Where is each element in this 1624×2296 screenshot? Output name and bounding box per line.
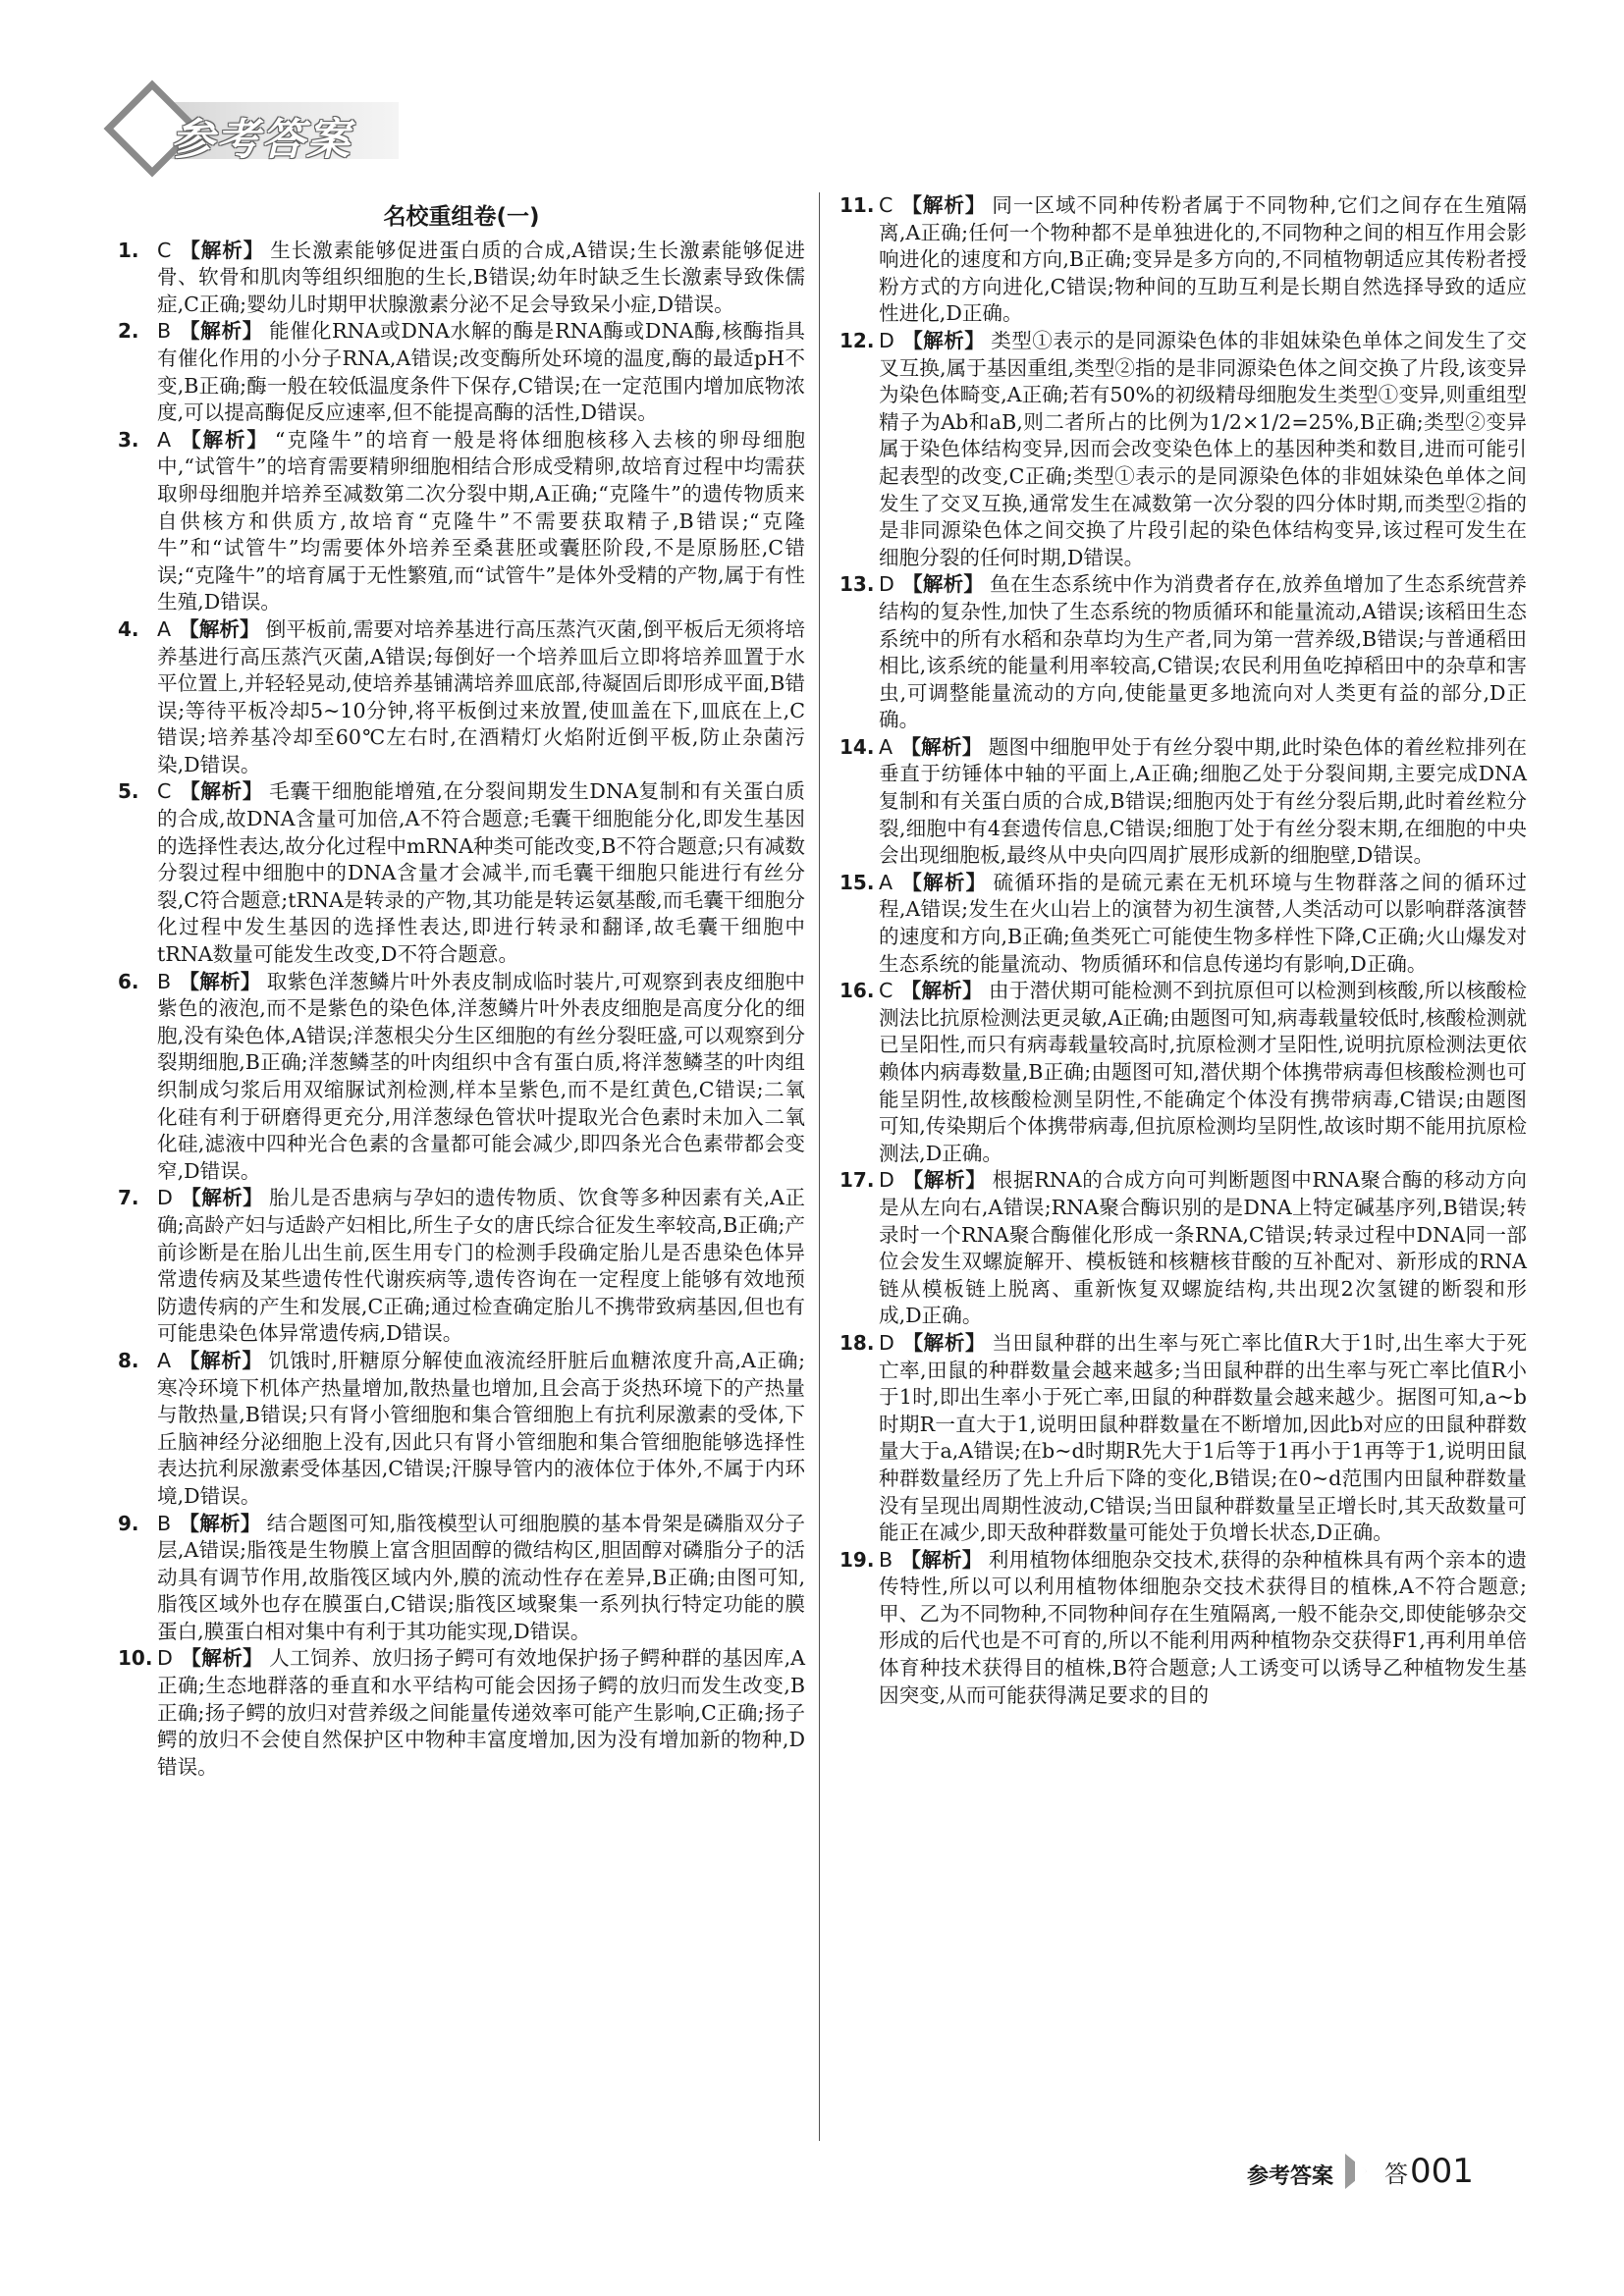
analysis-text: 根据RNA的合成方向可判断题图中RNA聚合酶的移动方向是从左向右,A错误;RNA聚合酶识别的是DNA上特定碱基序列,B错误;转录时一个RNA聚合酶催化形成一条RNA,C错误;转录过程中DNA同一部位会发生双螺旋解开、模板链和核糖核苷酸的互补配对、新形成的RNA链从模板链上脱离、重新恢复双螺旋结构,共出现2次氢键的断裂和形成,D正确。 [879, 1168, 1528, 1328]
answer-choice: D [157, 1646, 173, 1671]
chevron-inner-icon [1355, 2161, 1367, 2182]
analysis-tag: 【解析】 [179, 969, 261, 993]
answer-number: 14. [839, 734, 875, 759]
answer-item [118, 1185, 805, 1348]
page-number [1384, 2152, 1474, 2191]
analysis-tag: 【解析】 [179, 779, 264, 804]
answer-number: 4. [118, 616, 139, 641]
analysis-text: 硫循环指的是硫元素在无机环境与生物群落之间的循环过程,A错误;发生在火山岩上的演替为初生演替,人类活动可以影响群落演替的速度和方向,B正确;鱼类死亡可能使生物多样性下降,C正确;火山爆发对生态系统的能量流动、物质循环和信息传递均有影响,D正确。 [879, 870, 1528, 976]
analysis-text: 题图中细胞甲处于有丝分裂中期,此时染色体的着丝粒排列在垂直于纺锤体中轴的平面上,A正确;细胞乙处于分裂间期,主要完成DNA复制和有关蛋白质的合成,B错误;细胞丙处于有丝分裂后期,此时着丝粒分裂,细胞中有4套遗传信息,C错误;细胞丁处于有丝分裂末期,在细胞的中央会出现细胞板,最终从中央向四周扩展形成新的细胞壁,D错误。 [879, 734, 1527, 868]
analysis-text: 能催化RNA或DNA水解的酶是RNA酶或DNA酶,核酶指具有催化作用的小分子RNA,A错误;改变酶所处环境的温度,酶的最适pH不变,B正确;酶一般在较低温度条件下保存,C错误;在一定范围内增加底物浓度,可以提高酶促反应速率,但不能提高酶的活性,D错误。 [157, 319, 806, 425]
answer-choice: A [157, 1348, 172, 1372]
answer-number: 2. [118, 319, 139, 344]
answer-choice: A [157, 427, 172, 452]
analysis-text: 当田鼠种群的出生率与死亡率比值R大于1时,出生率大于死亡率,田鼠的种群数量会越来越多;当田鼠种群的出生率与死亡率比值R小于1时,即出生率小于死亡率,田鼠的种群数量会越来越少。据图可知,a~b时期R一直大于1,说明田鼠种群数量在不断增加,因此b对应的田鼠种群数量大于a,A错误;在b~d时期R先大于1后等于1再小于1再等于1,说明田鼠种群数量经历了先上升后下降的变化,B错误;在0~d范围内田鼠种群数量没有呈现出周期性波动,C错误;当田鼠种群数量呈正增长时,其天敌数量可能正在减少,即天敌种群数量可能处于负增长状态,D正确。 [879, 1330, 1528, 1545]
answer-item [118, 238, 805, 319]
answer-number: 16. [839, 979, 875, 1003]
analysis-tag: 【解析】 [901, 1330, 987, 1355]
answer-choice: B [157, 319, 172, 344]
answer-item [839, 1330, 1527, 1547]
left-column [118, 192, 805, 1781]
answer-choice: D [879, 1168, 894, 1193]
footer-label: 参考答案 [1247, 2164, 1334, 2189]
answer-choice: C [157, 779, 172, 804]
answer-choice: D [879, 328, 894, 352]
answer-item [839, 1547, 1527, 1710]
analysis-tag: 【解析】 [900, 1547, 983, 1572]
analysis-tag: 【解析】 [180, 1646, 264, 1671]
answer-number: 19. [839, 1547, 875, 1572]
answer-choice: A [879, 734, 893, 759]
answer-item [839, 870, 1527, 978]
analysis-text: 倒平板前,需要对培养基进行高压蒸汽灭菌,倒平板后无须将培养基进行高压蒸汽灭菌,A错误;每倒好一个培养皿后立即将培养皿置于水平位置上,并轻轻晃动,使培养基铺满培养皿底部,待凝固后即形成平面,B错误;等待平板冷却5~10分钟,将平板倒过来放置,使皿盖在下,皿底在上,C错误;培养基冷却至60℃左右时,在酒精灯火焰附近倒平板,防止杂菌污染,D错误。 [157, 616, 805, 776]
answer-number: 3. [118, 427, 139, 452]
answer-choice: D [157, 1186, 173, 1210]
answer-number: 15. [839, 870, 875, 894]
answer-item [839, 192, 1527, 328]
answer-number: 12. [839, 328, 875, 352]
answer-choice: A [879, 870, 893, 894]
answer-number: 17. [839, 1168, 875, 1193]
answer-item [118, 1645, 805, 1781]
analysis-tag: 【解析】 [901, 328, 986, 352]
analysis-tag: 【解析】 [901, 572, 985, 597]
answer-number: 6. [118, 969, 139, 993]
answer-choice: B [157, 969, 172, 993]
analysis-tag: 【解析】 [179, 427, 269, 452]
answer-number: 11. [839, 193, 875, 217]
answer-number: 8. [118, 1348, 139, 1372]
answer-item [839, 978, 1527, 1167]
answer-item [118, 778, 805, 968]
answer-choice: B [879, 1547, 893, 1572]
answer-item [118, 427, 805, 616]
answer-item [118, 318, 805, 426]
answer-list-left [118, 238, 805, 1782]
analysis-text: 鱼在生态系统中作为消费者存在,放养鱼增加了生态系统营养结构的复杂性,加快了生态系统的物质循环和能量流动,A错误;该稻田生态系统中的所有水稻和杂草均为生产者,同为第一营养级,B错误;与普通稻田相比,该系统的能量利用率较高,C错误;农民利用鱼吃掉稻田中的杂草和害虫,可调整能量流动的方向,使能量更多地流向对人类更有益的部分,D正确。 [879, 572, 1528, 732]
answer-item [118, 616, 805, 779]
answer-number: 7. [118, 1186, 139, 1210]
answer-choice: D [879, 572, 894, 597]
page-prefix: 答 [1384, 2161, 1408, 2188]
answer-item [839, 1167, 1527, 1330]
analysis-text: “克隆牛”的培育一般是将体细胞核移入去核的卵母细胞中,“试管牛”的培育需要精卵细胞相结合形成受精卵,故培育过程中均需获取卵母细胞并培养至减数第二次分裂中期,A正确;“克隆牛”的遗传物质来自供核方和供质方,故培育“克隆牛”不需要获取精子,B错误;“克隆牛”和“试管牛”均需要体外培养至桑葚胚或囊胚阶段,不是原肠胚,C错误;“克隆牛”的培育属于无性繁殖,而“试管牛”是体外受精的产物,属于有性生殖,D错误。 [157, 427, 805, 614]
analysis-text: 类型①表示的是同源染色体的非姐妹染色单体之间发生了交叉互换,属于基因重组,类型②指的是非同源染色体之间交换了片段,该变异为染色体畸变,A正确;若有50%的初级精母细胞发生类型①变异,则重组型精子为Ab和aB,则二者所占的比例为1/2×1/2=25%,B正确;类型②变异属于染色体结构变异,因而会改变染色体上的基因种类和数目,进而可能引起表型的改变,C正确;类型①表示的是同源染色体的非姐妹染色单体之间发生了交叉互换,通常发生在减数第一次分裂的四分体时期,而类型②指的是非同源染色体之间交换了片段引起的染色体结构变异,该过程可发生在细胞分裂的任何时期,D错误。 [879, 328, 1528, 569]
analysis-tag: 【解析】 [179, 319, 264, 344]
answer-choice: C [157, 238, 172, 262]
answer-choice: D [879, 1330, 894, 1355]
analysis-tag: 【解析】 [180, 1186, 264, 1210]
header-banner [110, 84, 405, 175]
page-footer [1247, 2152, 1542, 2195]
page-number-value: 001 [1410, 2152, 1474, 2191]
analysis-text: 同一区域不同种传粉者属于不同物种,它们之间存在生殖隔离,A正确;任何一个物种都不是单独进化的,不同物种之间的相互作用会影响进化的速度和方向,B正确;变异是多方向的,不同植物朝适应其传粉者授粉方式的方向进化,C错误;物种间的互助互利是长期自然选择导致的适应性进化,D正确。 [879, 193, 1527, 326]
answer-item [839, 328, 1527, 571]
analysis-text: 利用植物体细胞杂交技术,获得的杂种植株具有两个亲本的遗传特性,所以可以利用植物体细胞杂交技术获得目的植株,A不符合题意;甲、乙为不同物种,不同物种间存在生殖隔离,一般不能杂交,即使能够杂交形成的后代也是不可育的,所以不能利用两种植物杂交获得F1,再利用单倍体育种技术获得目的植株,B符合题意;人工诱变可以诱导乙种植物发生基因突变,从而可能获得满足要求的目的 [879, 1547, 1528, 1707]
answer-number: 13. [839, 572, 875, 597]
analysis-tag: 【解析】 [179, 238, 265, 262]
right-column [839, 192, 1527, 1709]
analysis-text: 结合题图可知,脂筏模型认可细胞膜的基本骨架是磷脂双分子层,A错误;脂筏是生物膜上富含胆固醇的微结构区,胆固醇对磷脂分子的活动具有调节作用,故脂筏区域内外,膜的流动性存在差异,B正确;由图可知,脂筏区域外也存在膜蛋白,C错误;脂筏区域聚集一系列执行特定功能的膜蛋白,膜蛋白相对集中有利于其功能实现,D错误。 [157, 1511, 806, 1643]
analysis-tag: 【解析】 [900, 193, 987, 217]
analysis-tag: 【解析】 [179, 1348, 263, 1372]
section-title: 名校重组卷(一) [383, 204, 540, 230]
answer-item [839, 571, 1527, 734]
answer-item [118, 1348, 805, 1511]
analysis-text: 胎儿是否患病与孕妇的遗传物质、饮食等多种因素有关,A正确;高龄产妇与适龄产妇相比,所生子女的唐氏综合征发生率较高,B正确;产前诊断是在胎儿出生前,医生用专门的检测手段确定胎儿是否患染色体异常遗传病及某些遗传性代谢疾病等,遗传咨询在一定程度上能够有效地预防遗传病的产生和发展,C正确;通过检查确定胎儿不携带致病基因,但也有可能患染色体异常遗传病,D错误。 [157, 1186, 805, 1346]
analysis-tag: 【解析】 [900, 870, 988, 894]
analysis-tag: 【解析】 [179, 616, 260, 641]
answer-number: 9. [118, 1511, 139, 1535]
analysis-text: 毛囊干细胞能增殖,在分裂间期发生DNA复制和有关蛋白质的合成,故DNA含量可加倍,A不符合题意;毛囊干细胞能分化,即发生基因的选择性表达,故分化过程中mRNA种类可能改变,B不符合题意;只有减数分裂过程中细胞中的DNA含量才会减半,而毛囊干细胞只能进行有丝分裂,C符合题意;tRNA是转录的产物,其功能是转运氨基酸,而毛囊干细胞分化过程中发生基因的选择性表达,即进行转录和翻译,故毛囊干细胞中tRNA数量可能发生改变,D不符合题意。 [157, 779, 806, 967]
analysis-tag: 【解析】 [900, 734, 983, 759]
answer-item [118, 1511, 805, 1646]
answer-number: 5. [118, 779, 139, 804]
answer-number: 1. [118, 238, 139, 262]
analysis-text: 人工饲养、放归扬子鳄可有效地保护扬子鳄种群的基因库,A正确;生态地群落的垂直和水平结构可能会因扬子鳄的放归而发生改变,B正确;扬子鳄的放归对营养级之间能量传递效率可能产生影响,C正确;扬子鳄的放归不会使自然保护区中物种丰富度增加,因为没有增加新的物种,D错误。 [157, 1646, 805, 1779]
answer-choice: A [157, 616, 172, 641]
answer-list-right [839, 192, 1527, 1709]
analysis-tag: 【解析】 [901, 1168, 987, 1193]
analysis-text: 生长激素能够促进蛋白质的合成,A错误;生长激素能够促进骨、软骨和肌肉等组织细胞的生长,B错误;幼年时缺乏生长激素导致侏儒症,C正确;婴幼儿时期甲状腺激素分泌不足会导致呆小症,D错误。 [157, 238, 805, 316]
column-divider [819, 192, 820, 2141]
analysis-text: 取紫色洋葱鳞片叶外表皮制成临时装片,可观察到表皮细胞中紫色的液泡,而不是紫色的染色体,洋葱鳞片叶外表皮细胞是高度分化的细胞,没有染色体,A错误;洋葱根尖分生区细胞的有丝分裂旺盛,可以观察到分裂期细胞,B正确;洋葱鳞茎的叶肉组织中含有蛋白质,将洋葱鳞茎的叶肉组织制成匀浆后用双缩脲试剂检测,样本呈紫色,而不是红黄色,C错误;二氧化硅有利于研磨得更充分,用洋葱绿色管状叶提取光合色素时未加入二氧化硅,滤液中四种光合色素的含量都可能会减少,即四条光合色素带都会变窄,D错误。 [157, 969, 806, 1183]
header-title: 参考答案 [171, 115, 352, 165]
answer-choice: B [157, 1511, 172, 1535]
answer-choice: C [879, 193, 893, 217]
analysis-text: 饥饿时,肝糖原分解使血液流经肝脏后血糖浓度升高,A正确;寒冷环境下机体产热量增加,散热量也增加,且会高于炎热环境下的产热量与散热量,B错误;只有肾小管细胞和集合管细胞上有抗利尿激素的受体,下丘脑神经分泌细胞上没有,因此只有肾小管细胞和集合管细胞能够选择性表达抗利尿激素受体基因,C错误;汗腺导管内的液体位于体外,不属于内环境,D错误。 [157, 1348, 806, 1508]
answer-choice: C [879, 979, 893, 1003]
analysis-tag: 【解析】 [179, 1511, 261, 1535]
answer-item [839, 734, 1527, 870]
analysis-text: 由于潜伏期可能检测不到抗原但可以检测到核酸,所以核酸检测法比抗原检测法更灵敏,A正确;由题图可知,病毒载量较低时,核酸检测就已呈阳性,而只有病毒载量较高时,抗原检测才呈阳性,说明抗原检测法更依赖体内病毒数量,B正确;由题图可知,潜伏期个体携带病毒但核酸检测也可能呈阴性,故核酸检测呈阴性,不能确定个体没有携带病毒,C错误;由题图可知,传染期后个体携带病毒,但抗原检测均呈阴性,故该时期不能用抗原检测法,D正确。 [879, 979, 1527, 1165]
answer-number: 10. [118, 1646, 153, 1671]
analysis-tag: 【解析】 [900, 979, 983, 1003]
answer-item [118, 969, 805, 1186]
answer-number: 18. [839, 1330, 875, 1355]
